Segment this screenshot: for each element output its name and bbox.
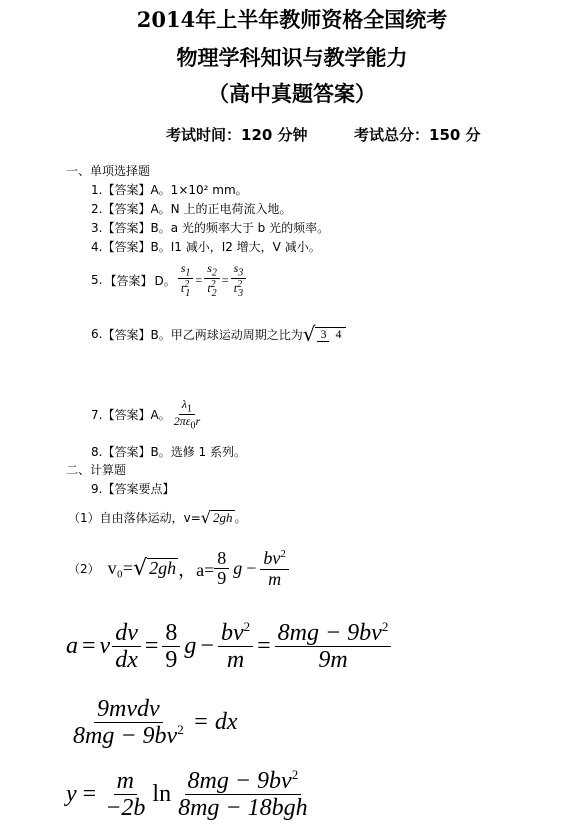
answer-tag: 【答案】: [102, 221, 151, 235]
fraction-s1-t1: $\frac{s_1}{t^2_1}$: [178, 262, 194, 299]
a-label: ，a=: [178, 559, 215, 580]
answer-5: [91, 262, 246, 299]
radicand: 2gh: [213, 509, 233, 525]
fraction-s2-t2: $\frac{s_2}{t^2_2}$: [204, 262, 220, 299]
part-1: [68, 508, 247, 527]
item-number: 5.: [91, 273, 103, 288]
v0-label: v₀=: [107, 558, 134, 579]
part-2: [68, 548, 289, 590]
exam-score: 考试总分：150 分: [354, 126, 481, 144]
answer-tag: 【答案】: [102, 445, 151, 459]
part-1-label: （1）自由落体运动，v=: [68, 511, 201, 525]
answer-text: B。选修 1 系列。: [150, 445, 246, 459]
sqrt-sign: √: [302, 322, 316, 346]
exam-time: 考试时间：120 分钟: [166, 126, 308, 144]
answer-tag: 【答案】: [102, 408, 151, 423]
equals-sign: =: [221, 272, 229, 287]
item-number: 7.: [91, 407, 103, 422]
answer-8: [91, 443, 246, 460]
answer-text: A。: [150, 408, 171, 423]
sqrt-sign: √: [133, 556, 148, 582]
part-1-end: 。: [234, 511, 247, 525]
answer-text: B。甲乙两球运动周期之比为: [150, 327, 303, 342]
equation-y: y = $\frac{m}{-2b}$ ln $\frac{8mg - 9bv^2}{\text{8mg − 18bgh}}$: [66, 767, 308, 822]
equation-separation: $\frac{\text{9mvdv}}{8mg - 9bv^2}$ = dx: [73, 696, 238, 750]
answer-6: [91, 322, 346, 346]
minus-sign: −: [246, 558, 257, 579]
answer-text: B。I1 减小，I2 增大，V 减小。: [150, 240, 321, 254]
answer-text: B。a 光的频率大于 b 光的频率。: [150, 221, 330, 235]
item-number: 2.: [91, 202, 103, 216]
answer-tag: 【答案】: [104, 273, 153, 288]
item-number: 4.: [91, 240, 103, 254]
answer-1: [91, 181, 248, 198]
equals-sign: =: [195, 272, 203, 287]
answer-3: [91, 219, 329, 236]
title-line-3: （高中真题答案）: [208, 81, 376, 106]
answer-tag: 【答案】: [102, 183, 151, 197]
equation-acceleration: a = v $\frac{dv}{dx}$ = $\frac{8}{9}$ g − $\frac{bv^2}{m}$ = $\frac{8mg - 9bv^2}{9m}$: [66, 620, 391, 674]
radicand: 2gh: [149, 558, 177, 579]
g-symbol: g: [233, 558, 243, 579]
item-number: 3.: [91, 221, 103, 235]
answer-text: D。: [154, 273, 176, 288]
answer-tag: 【答案】: [102, 202, 151, 216]
sqrt-sign: √: [200, 508, 211, 527]
answer-tag: 【答案】: [102, 327, 151, 342]
fraction-s3-t3: $\frac{s_3}{t^2_3}$: [231, 262, 247, 299]
title-line-2: 物理学科知识与教学能力: [176, 45, 408, 70]
fraction-lambda: $\frac{\lambda_1}{2\pi\varepsilon_0r}$: [173, 397, 201, 432]
answer-text: A。1×10² mm。: [150, 183, 248, 197]
item-number: 6.: [91, 327, 103, 341]
sqrt-fraction: 3 4: [315, 327, 346, 341]
answer-tag: 【答案】: [102, 240, 151, 254]
answer-7: [91, 398, 203, 432]
item-number: 1.: [91, 183, 103, 197]
section-heading-choice: 一、单项选择题: [66, 164, 151, 178]
question-9-label: 9.【答案要点】: [91, 482, 175, 496]
answer-4: [91, 238, 321, 255]
item-number: 8.: [91, 445, 103, 459]
part-2-label: （2）: [68, 562, 100, 577]
section-heading-calc: 二、计算题: [66, 463, 127, 477]
answer-text: A。N 上的正电荷流入地。: [150, 202, 292, 216]
fraction-bv2-m: $\frac{bv^2}{m}$: [260, 548, 289, 590]
title-line-1: 2014年上半年教师资格全国统考: [136, 7, 448, 32]
fraction-8-9: $\frac{8}{9}$: [214, 549, 229, 590]
answer-2: [91, 200, 291, 217]
